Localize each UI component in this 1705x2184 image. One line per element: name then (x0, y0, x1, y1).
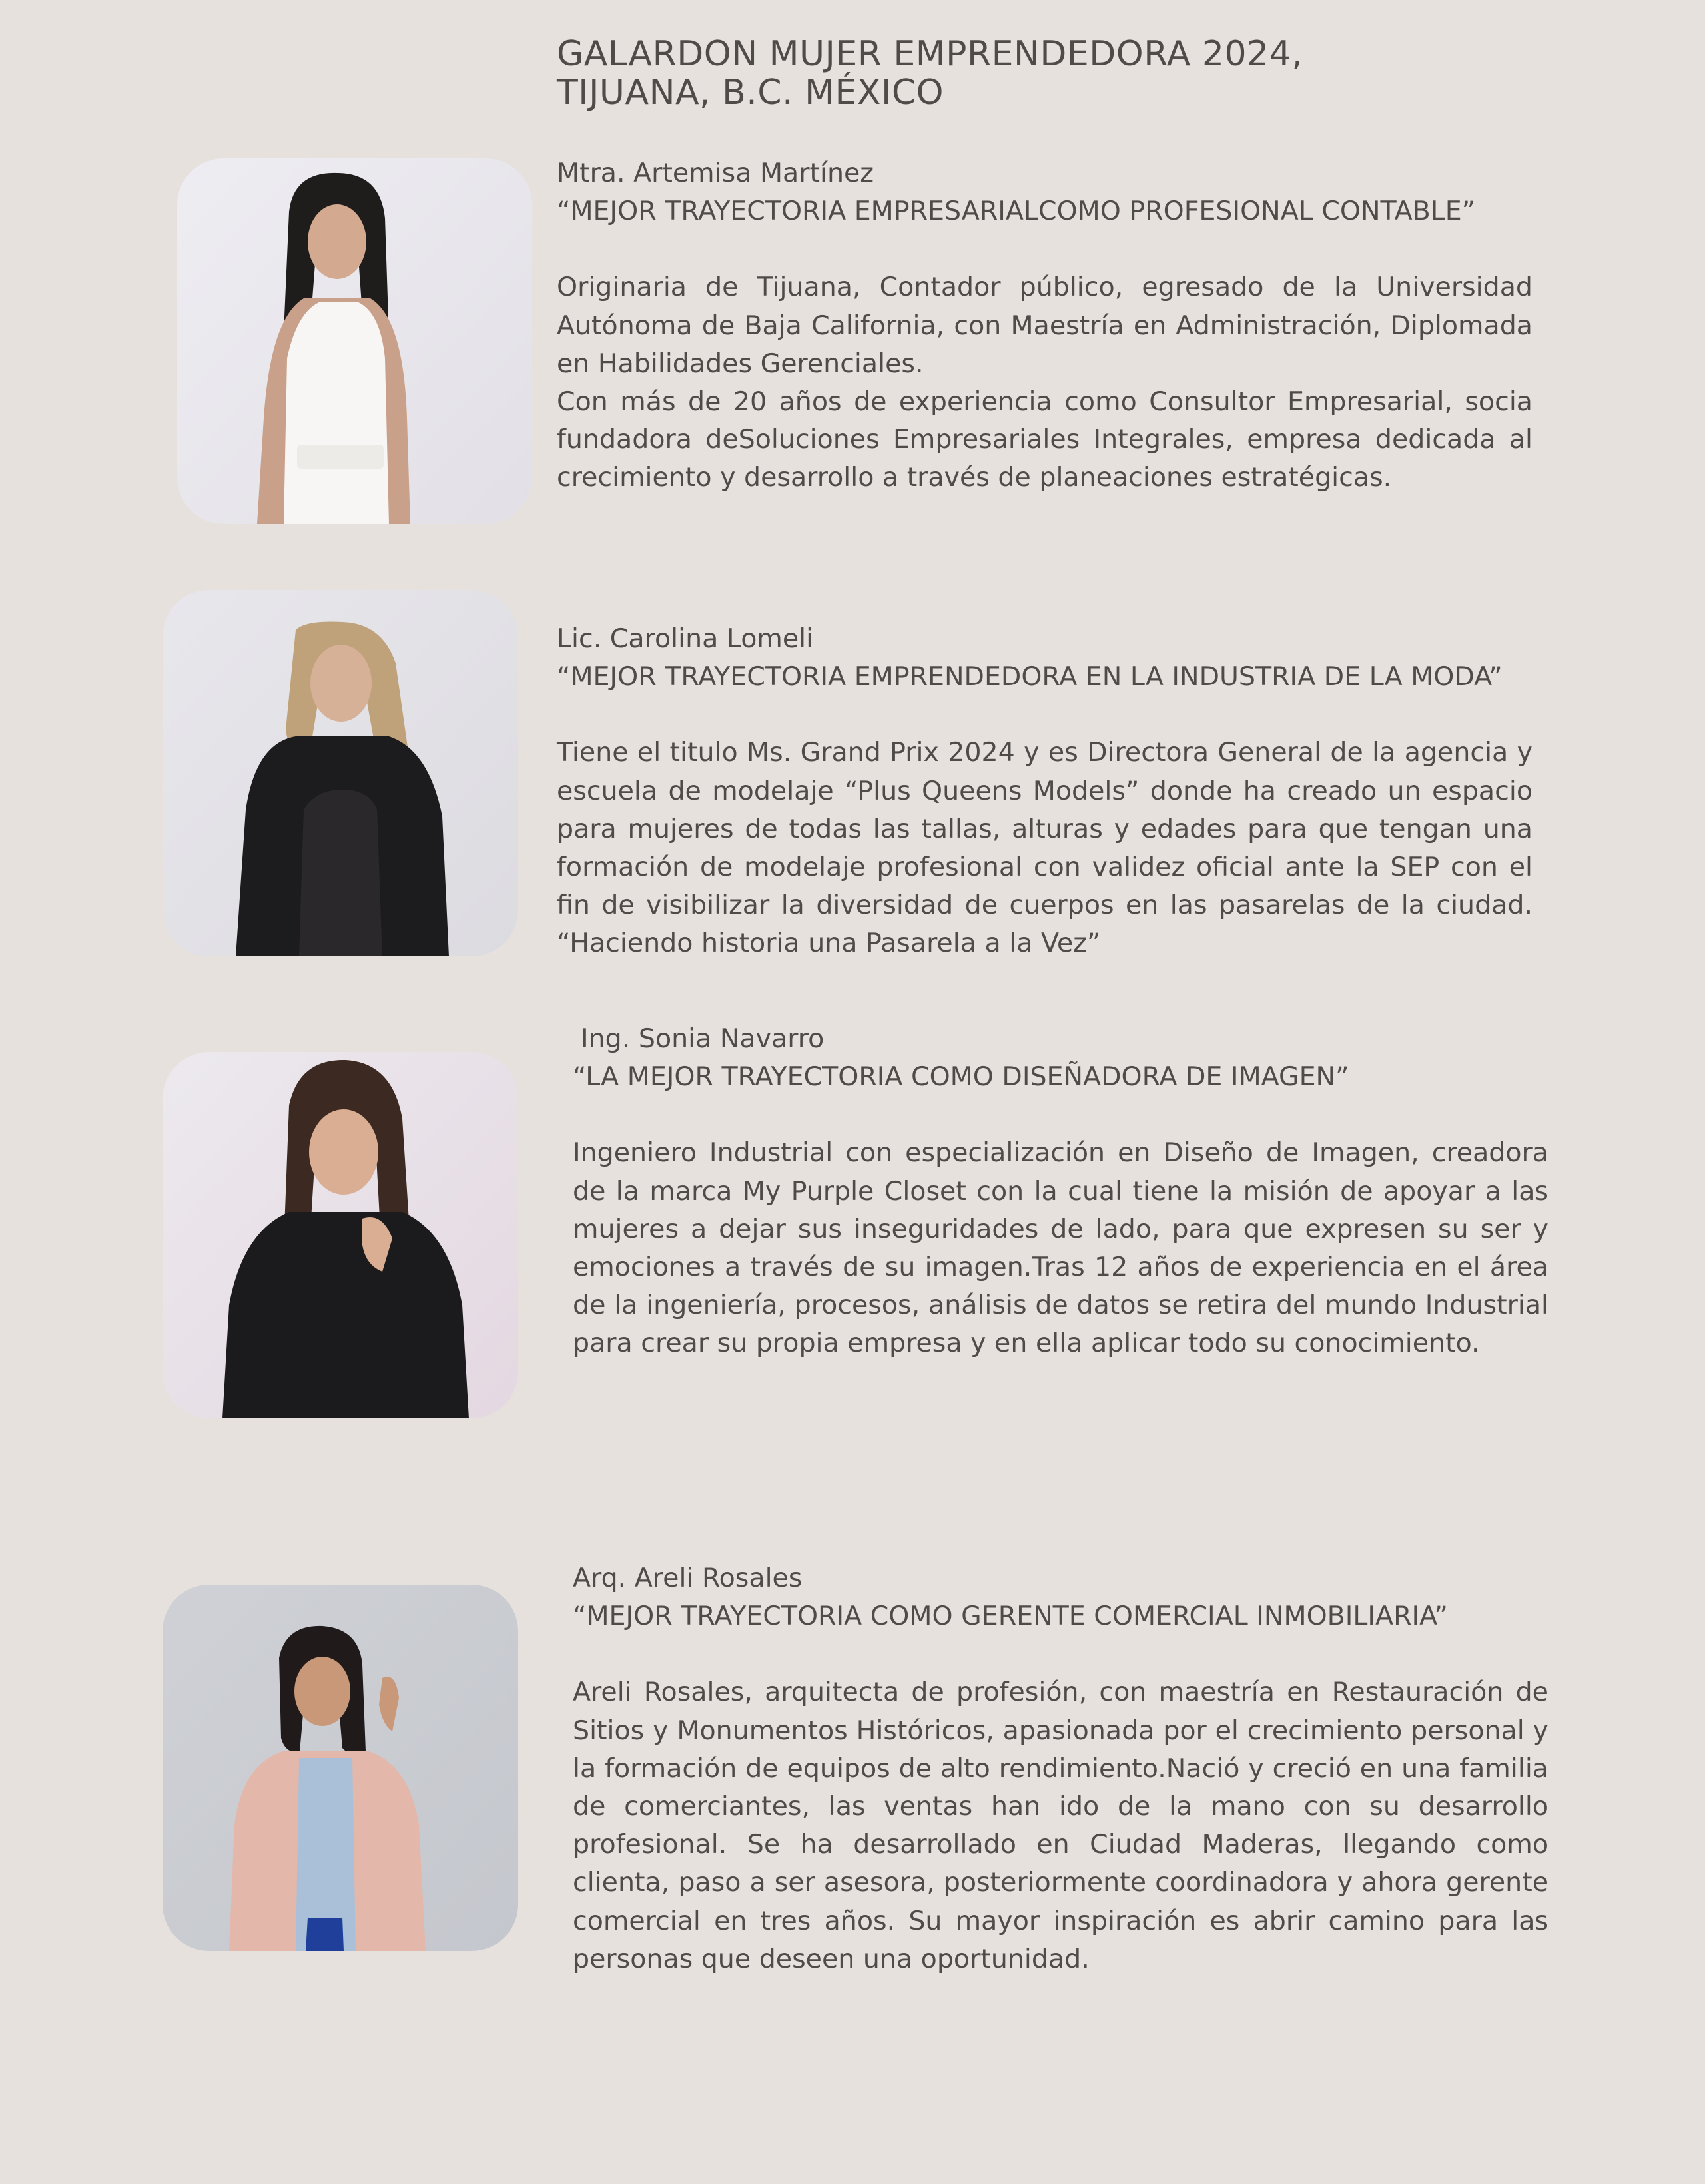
honoree-name: Arq. Areli Rosales (573, 1563, 803, 1593)
portrait-photo-areli (163, 1585, 518, 1951)
award-title: “MEJOR TRAYECTORIA EMPRESARIALCOMO PROFESIONAL CONTABLE” (557, 196, 1476, 227)
honoree-bio-carolina (557, 620, 1533, 963)
page-title-line-1: GALARDON MUJER EMPRENDEDORA 2024, (557, 34, 1303, 74)
page-title-line-2: TIJUANA, B.C. MÉXICO (557, 73, 944, 113)
honoree-name: Mtra. Artemisa Martínez (557, 158, 874, 188)
honoree-bio-sonia (573, 1020, 1548, 1363)
portrait-photo-carolina (163, 590, 518, 956)
award-title: “MEJOR TRAYECTORIA COMO GERENTE COMERCIAL INMOBILIARIA” (573, 1601, 1448, 1632)
bio-paragraph: Con más de 20 años de experiencia como Consultor Empresarial, socia fundadora deSoluciones Empresariales Integrales, empresa dedicada al crecimiento y desarrollo a través de planeaciones estratégicas. (557, 386, 1533, 493)
portrait-photo-sonia (163, 1052, 518, 1418)
bio-paragraph: Tiene el titulo Ms. Grand Prix 2024 y es Directora General de la agencia y escuela de modelaje “Plus Queens Models” donde ha creado un espacio para mujeres de todas las tallas, alturas y edades para que tengan una formación de modelaje profesional con validez oficial ante la SEP con el fin de visibilizar la diversidad de cuerpos en las pasarelas de la ciudad. “Haciendo historia una Pasarela a la Vez” (557, 737, 1533, 959)
award-title: “LA MEJOR TRAYECTORIA COMO DISEÑADORA DE IMAGEN” (573, 1061, 1349, 1093)
page-title (557, 35, 1556, 112)
honoree-name: Lic. Carolina Lomeli (557, 623, 814, 654)
portrait-photo-artemisa (177, 158, 532, 524)
bio-paragraph: Ingeniero Industrial con especialización en Diseño de Imagen, creadora de la marca My Purple Closet con la cual tiene la misión de apoyar a las mujeres a dejar sus inseguridades de lado, para que expresen su ser y emociones a través de su imagen.Tras 12 años de experiencia en el área de la ingeniería, procesos, análisis de datos se retira del mundo Industrial para crear su propia empresa y en ella aplicar todo su conocimiento. (573, 1137, 1548, 1359)
award-title: “MEJOR TRAYECTORIA EMPRENDEDORA EN LA INDUSTRIA DE LA MODA” (557, 661, 1503, 692)
honoree-bio-artemisa (557, 154, 1533, 497)
honoree-name: Ing. Sonia Navarro (581, 1023, 825, 1054)
bio-paragraph: Originaria de Tijuana, Contador público, egresado de la Universidad Autónoma de Baja California, con Maestría en Administración, Diplomada en Habilidades Gerenciales. (557, 272, 1533, 379)
bio-paragraph: Areli Rosales, arquitecta de profesión, con maestría en Restauración de Sitios y Monumentos Históricos, apasionada por el crecimiento personal y la formación de equipos de alto rendimiento.Nació y creció en una familia de comerciantes, las ventas han ido de la mano con su desarrollo profesional. Se ha desarrollado en Ciudad Maderas, llegando como clienta, paso a ser asesora, posteriormente coordinadora y ahora gerente comercial en tres años. Su mayor inspiración es abrir camino para las personas que deseen una oportunidad. (573, 1677, 1548, 1974)
honoree-bio-areli (573, 1559, 1548, 1978)
